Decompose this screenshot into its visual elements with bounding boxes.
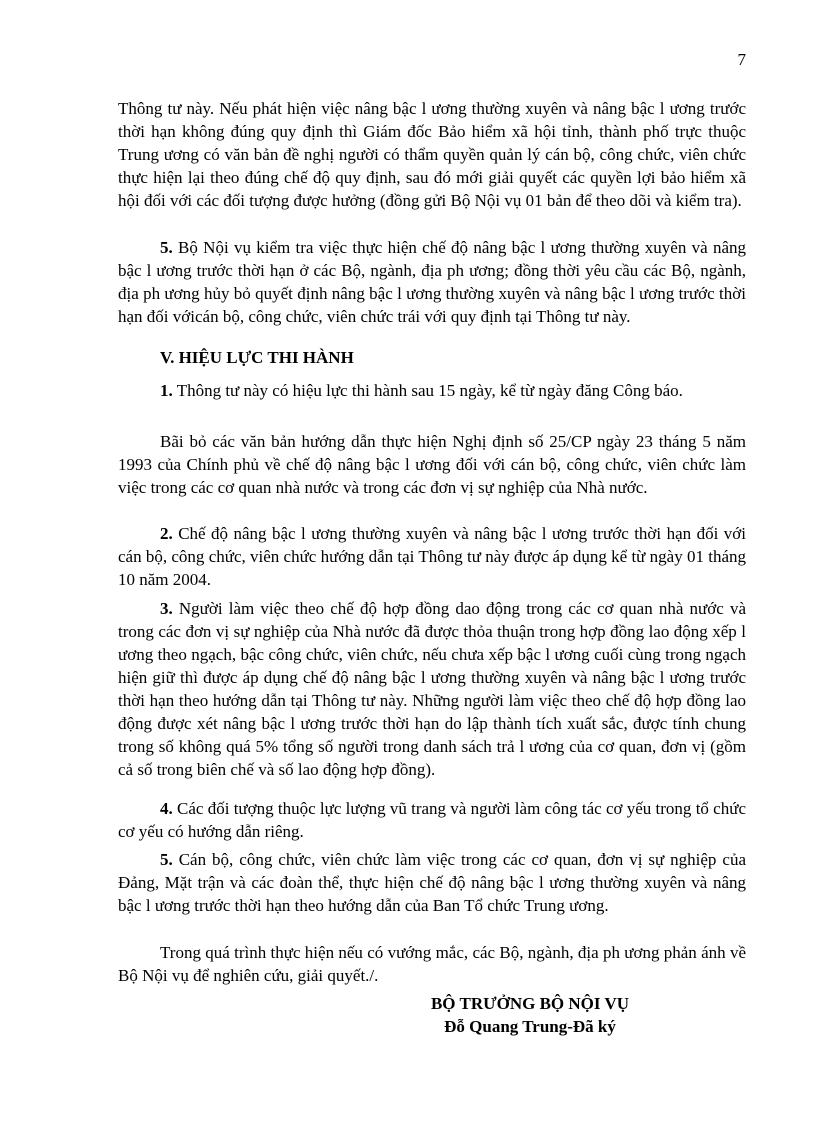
- paragraph-sec5-item-1: [118, 379, 746, 402]
- item-number: 2.: [160, 524, 173, 543]
- intro-paragraph: Thông tư này. Nếu phát hiện việc nâng bậc l ương thường xuyên và nâng bậc l ương trước thời hạn không đúng quy định thì Giám đốc Bảo hiểm xã hội tỉnh, thành phố trực thuộc Trung ương có văn bản đề nghị người có thẩm quyền quản lý cán bộ, công chức, viên chức thực hiện lại theo đúng chế độ quy định, sau đó mới giải quyết các quyền lợi bảo hiểm xã hội đối với các đối tượng được hưởng (đồng gửi Bộ Nội vụ 01 bản để theo dõi và kiểm tra).: [118, 99, 746, 210]
- item-number: 5.: [160, 238, 173, 257]
- item-number: 3.: [160, 599, 173, 618]
- item-text: Cán bộ, công chức, viên chức làm việc trong các cơ quan, đơn vị sự nghiệp của Đảng, Mặt trận và các đoàn thể, thực hiện chế độ nâng bậc l ương thường xuyên và nâng bậc l ương trước thời hạn theo hướng dẫn của Ban Tổ chức Trung ương.: [118, 850, 746, 915]
- section-heading: V. HIỆU LỰC THI HÀNH: [160, 348, 354, 367]
- item-text: Người làm việc theo chế độ hợp đồng dao động trong các cơ quan nhà nước và trong các đơn vị sự nghiệp của Nhà nước đã được thỏa thuận trong hợp đồng lao động xếp l ương theo ngạch, bậc công chức, viên chức, nếu chưa xếp bậc l ương cuối cùng trong ngạch hiện giữ thì được áp dụng chế độ nâng bậc l ương thường xuyên và nâng bậc l ương trước thời hạn theo hướng dẫn tại Thông tư này. Những người làm việc theo chế độ hợp đồng lao động được xét nâng bậc l ương trước thời hạn do lập thành tích xuất sắc, được tính chung trong số không quá 5% tổng số người trong danh sách trả l ương của cơ quan, đơn vị (gồm cả số trong biên chế và số lao động hợp đồng).: [118, 599, 746, 779]
- paragraph-sec5-item-4: [118, 797, 746, 843]
- item-text: Thông tư này có hiệu lực thi hành sau 15 ngày, kể từ ngày đăng Công báo.: [172, 381, 683, 400]
- paragraph-sec5-item-5: [118, 848, 746, 917]
- item-text: Chế độ nâng bậc l ương thường xuyên và nâng bậc l ương trước thời hạn đối với cán bộ, công chức, viên chức hướng dẫn tại Thông tư này được áp dụng kể từ ngày 01 tháng 10 năm 2004.: [118, 524, 746, 589]
- paragraph-repeal: [118, 430, 746, 499]
- item-text: Bãi bỏ các văn bản hướng dẫn thực hiện Nghị định số 25/CP ngày 23 tháng 5 năm 1993 của Chính phủ về chế độ nâng bậc l ương đối với cán bộ, công chức, viên chức làm việc trong các cơ quan nhà nước và trong các đơn vị sự nghiệp của Nhà nước.: [118, 432, 746, 497]
- page-number: 7: [737, 50, 746, 69]
- item-number: 1.: [160, 381, 173, 400]
- item-number: 4.: [160, 799, 173, 818]
- item-number: 5.: [160, 850, 173, 869]
- paragraph-closing: [118, 941, 746, 987]
- signature-block: [400, 992, 660, 1038]
- paragraph-sec4-item-5: [118, 236, 746, 328]
- item-text: Bộ Nội vụ kiểm tra việc thực hiện chế độ nâng bậc l ương thường xuyên và nâng bậc l ương trước thời hạn ở các Bộ, ngành, địa ph ương; đồng thời yêu cầu các Bộ, ngành, địa ph ương hủy bỏ quyết định nâng bậc l ương thường xuyên và nâng bậc l ương trước thời hạn đối vớicán bộ, công chức, viên chức trái với quy định tại Thông tư này.: [118, 238, 746, 326]
- paragraph-sec5-item-2: [118, 522, 746, 591]
- signature-name: Đỗ Quang Trung-Đã ký: [444, 1017, 616, 1036]
- signature-title: BỘ TRƯỞNG BỘ NỘI VỤ: [430, 994, 630, 1013]
- paragraph-sec5-item-3: [118, 597, 746, 781]
- item-text: Các đối tượng thuộc lực lượng vũ trang và người làm công tác cơ yếu trong tổ chức cơ yếu có hướng dẫn riêng.: [118, 799, 746, 841]
- item-text: Trong quá trình thực hiện nếu có vướng mắc, các Bộ, ngành, địa ph ương phản ánh về Bộ Nội vụ để nghiên cứu, giải quyết./.: [118, 943, 746, 985]
